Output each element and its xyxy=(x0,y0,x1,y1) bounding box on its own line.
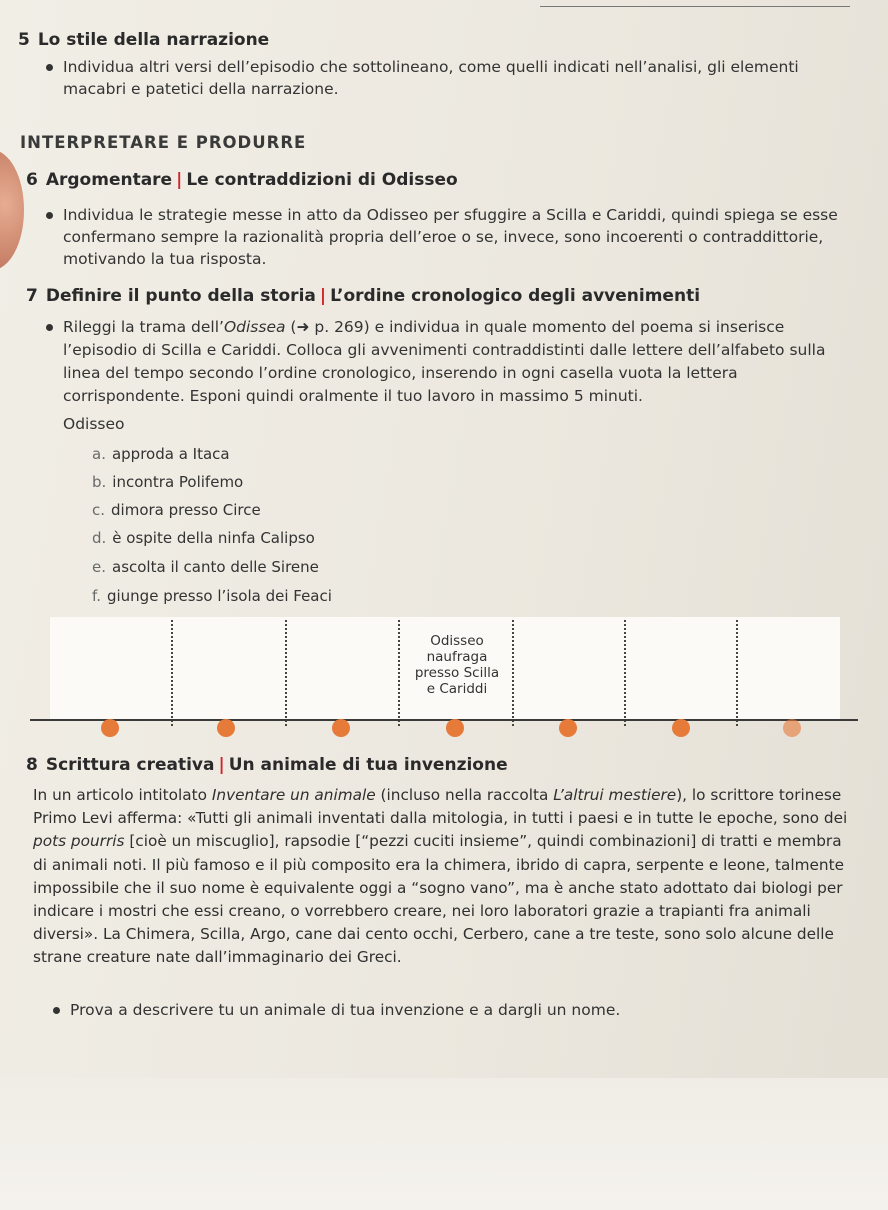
exercise-title: Le contraddizioni di Odisseo xyxy=(186,170,458,190)
timeline-slot-marker[interactable] xyxy=(446,719,464,737)
timeline-divider xyxy=(171,620,173,726)
paragraph-text: In un articolo intitolato xyxy=(33,786,212,804)
event-text: ascolta il canto delle Sirene xyxy=(112,558,319,576)
exercise-number: 5 xyxy=(18,30,30,50)
timeline-label-line: naufraga xyxy=(426,649,488,665)
timeline-slot-marker[interactable] xyxy=(101,719,119,737)
event-letter: f. xyxy=(92,587,101,605)
book-title: L’altrui mestiere xyxy=(553,786,677,804)
section-title: INTERPRETARE E PRODURRE xyxy=(20,133,307,152)
separator-bar: | xyxy=(176,170,183,190)
exercise-category: Argomentare xyxy=(45,170,173,190)
exercise-title: L’ordine cronologico degli avvenimenti xyxy=(330,286,701,306)
event-letter: a. xyxy=(92,445,106,463)
timeline-axis xyxy=(30,719,858,721)
page-bottom-margin xyxy=(0,1078,888,1210)
paragraph-text: (incluso nella raccolta xyxy=(375,786,554,804)
foreign-term: pots pourris xyxy=(33,832,125,851)
event-letter: e. xyxy=(92,558,106,576)
exercise-number: 6 xyxy=(26,170,38,190)
exercise-category: Definire il punto della storia xyxy=(45,286,316,306)
exercise-8-heading xyxy=(26,755,508,775)
finger-edge xyxy=(0,150,24,270)
separator-bar: | xyxy=(319,286,327,306)
separator-bar: | xyxy=(218,755,225,775)
list-subject: Odisseo xyxy=(63,415,125,433)
page-reference: (➜ p. 269) xyxy=(285,318,370,336)
exercise-5-instruction: Individua altri versi dell’episodio che sottolineano, come quelli indicati nell’analisi, gli elementi macabri e patetici della narrazione. xyxy=(63,56,843,100)
event-item xyxy=(92,558,319,576)
timeline-label-line: e Cariddi xyxy=(426,681,488,697)
instruction-text: e individua in quale momento del poema si inserisce l’episodio di Scilla e Cariddi. Colloca gli avvenimenti contraddistinti dalle lettere dell’alfabeto sulla linea del tempo secondo l’ordine cronologico, inserendo in ogni casella vuota la lettera corrispondente. Esponi quindi oralmente il tuo lavoro in massimo 5 minuti. xyxy=(63,318,826,405)
timeline-divider xyxy=(624,620,626,726)
timeline-slot-marker[interactable] xyxy=(783,719,801,737)
timeline-divider xyxy=(285,620,287,726)
exercise-6-instruction: Individua le strategie messe in atto da Odisseo per sfuggire a Scilla e Cariddi, quindi spiega se esse confermano sempre la razionalità propria dell’eroe o se, invece, sono incoerenti o contraddittorie, motivando la tua risposta. xyxy=(63,204,843,270)
event-letter: b. xyxy=(92,473,107,491)
exercise-number: 8 xyxy=(26,755,38,775)
instruction-text: Rileggi la trama dell’ xyxy=(63,318,224,336)
event-item xyxy=(92,501,261,519)
exercise-number: 7 xyxy=(26,286,38,306)
event-item xyxy=(92,587,332,605)
exercise-8-paragraph xyxy=(33,784,853,970)
timeline-slot-marker[interactable] xyxy=(559,719,577,737)
timeline-slot-marker[interactable] xyxy=(672,719,690,737)
event-text: incontra Polifemo xyxy=(112,473,244,491)
timeline-divider xyxy=(736,620,738,726)
instruction-italic: Odissea xyxy=(223,318,286,336)
exercise-title: Un animale di tua invenzione xyxy=(228,755,508,775)
event-item xyxy=(92,473,243,491)
exercise-7-instruction xyxy=(63,316,843,408)
event-text: approda a Itaca xyxy=(111,445,230,463)
exercise-5-heading xyxy=(18,30,269,50)
top-rule xyxy=(540,6,850,7)
event-letter: c. xyxy=(92,501,106,519)
paragraph-text: [cioè un miscuglio], rapsodie [“pezzi cuciti insieme”, quindi combinazioni] di tratti e membra di animali noti. Il più famoso e il più composito era la chimera, ibrido di capra, serpente e leone, talmente impossibile che il suo nome è equivalente oggi a “sogno vano”, ma è anche stato adottato dai biologi per indicare i mostri che essi creano, o vorrebbero creare, nei loro laboratori grazie a trapianti fra animali diversi». La Chimera, Scilla, Argo, cane dai cento occhi, Cerbero, cane a tre teste, sono solo alcune delle strane creature nate dall’immaginario dei Greci. xyxy=(33,832,845,967)
exercise-6-heading xyxy=(26,170,458,190)
exercise-8-instruction: Prova a descrivere tu un animale di tua invenzione e a dargli un nome. xyxy=(70,999,840,1021)
event-text: dimora presso Circe xyxy=(111,501,261,519)
event-text: è ospite della ninfa Calipso xyxy=(112,529,315,547)
event-item xyxy=(92,445,230,463)
timeline-label-line: presso Scilla xyxy=(414,665,500,681)
timeline-fixed-event xyxy=(398,633,516,697)
timeline-slot-marker[interactable] xyxy=(217,719,235,737)
exercise-7-heading xyxy=(26,286,700,306)
timeline-slot-marker[interactable] xyxy=(332,719,350,737)
timeline-label-line: Odisseo xyxy=(430,633,484,649)
exercise-title: Lo stile della narrazione xyxy=(37,30,270,50)
event-text: giunge presso l’isola dei Feaci xyxy=(106,587,332,605)
paragraph-text: ), lo scrittore torinese Primo Levi afferma: «Tutti gli animali inventati dalla mitologia, in tutti i paesi e in tutte le epoche, sono dei xyxy=(33,786,848,828)
event-item xyxy=(92,529,315,547)
article-title: Inventare un animale xyxy=(211,786,376,804)
event-letter: d. xyxy=(92,529,107,547)
exercise-category: Scrittura creativa xyxy=(45,755,215,775)
